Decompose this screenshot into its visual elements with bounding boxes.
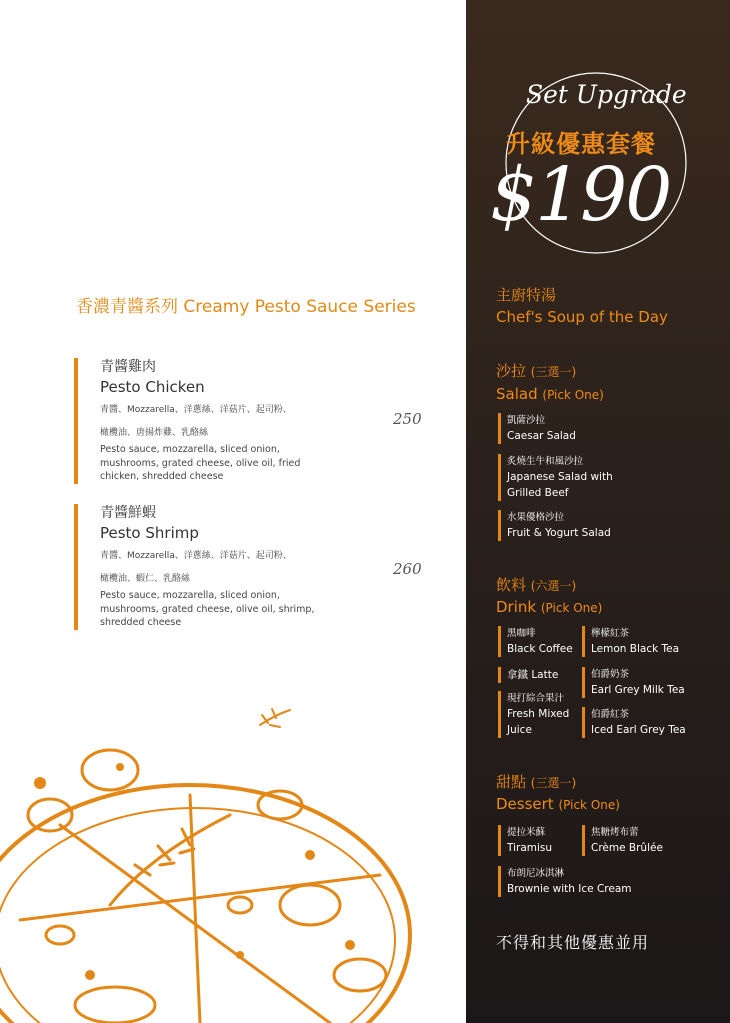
item-name-en: Pesto Shrimp	[100, 524, 199, 542]
drink-item-cn: 現打綜合果汁	[507, 693, 565, 704]
dessert-title-en-note: (Pick One)	[558, 798, 620, 812]
salad-title-en-note: (Pick One)	[542, 388, 604, 402]
drink-item-en: Earl Grey Milk Tea	[591, 684, 685, 696]
drink-item-cn: 伯爵紅茶	[591, 709, 630, 720]
item-ingredients-cn: 青醬、Mozzarella、洋蔥絲、洋菇片、起司粉、	[100, 405, 292, 415]
drink-item-cn: 檸檬紅茶	[591, 628, 630, 639]
drink-item-en: Juice	[507, 724, 532, 736]
dessert-item-en: Tiramisu	[507, 842, 553, 854]
drink-title-cn-text: 飲料	[496, 576, 527, 594]
dessert-title-en	[496, 795, 620, 813]
menu-item-pesto-chicken	[74, 358, 434, 484]
drink-item-en: Black Coffee	[507, 643, 573, 655]
upgrade-title-cn: 升級優惠套餐	[506, 130, 656, 158]
salad-title-cn	[496, 360, 576, 381]
salad-item-en: Grilled Beef	[507, 487, 569, 499]
salad-item	[498, 413, 576, 444]
drink-title-cn	[496, 574, 576, 595]
drink-item-en: Lemon Black Tea	[591, 643, 680, 655]
salad-item-en: Fruit & Yogurt Salad	[507, 527, 611, 539]
dessert-item-en: Brownie with Ice Cream	[507, 883, 632, 895]
dessert-item	[582, 825, 663, 856]
set-upgrade-panel	[466, 0, 730, 1023]
set-upgrade-heading: Set Upgrade	[526, 80, 687, 109]
dessert-item-cn: 布朗尼冰淇淋	[507, 868, 565, 879]
salad-item-cn: 炙燒生牛和風沙拉	[507, 456, 584, 467]
soup-title-en: Chef's Soup of the Day	[496, 308, 668, 326]
dessert-title-cn-note: (三選一)	[530, 776, 577, 790]
drink-title-en-note: (Pick One)	[540, 601, 603, 615]
dessert-title-cn-text: 甜點	[496, 773, 527, 791]
drink-item	[582, 626, 679, 657]
salad-title-cn-text: 沙拉	[496, 362, 527, 380]
drink-title-en	[496, 598, 602, 616]
salad-item-en: Caesar Salad	[507, 430, 576, 442]
dessert-title-cn	[496, 771, 576, 792]
item-name-cn: 青醬雞肉	[100, 359, 156, 375]
item-ingredients-cn: 青醬、Mozzarella、洋蔥絲、洋菇片、起司粉、	[100, 551, 292, 561]
salad-item	[498, 510, 611, 541]
dessert-item	[498, 825, 552, 856]
soup-title-cn: 主廚特湯	[496, 286, 557, 304]
pizza-illustration	[0, 705, 466, 1023]
item-price: 260	[393, 560, 422, 578]
item-price: 250	[393, 410, 422, 428]
drink-item-cn: 黑咖啡	[507, 628, 536, 639]
drink-item	[498, 667, 558, 683]
item-description-en: Pesto sauce, mozzarella, sliced onion, mushrooms, grated cheese, olive oil, shrimp, shredded cheese	[100, 590, 315, 628]
salad-item-en: Japanese Salad with	[507, 471, 613, 483]
salad-title-en	[496, 385, 604, 403]
drink-item-cn: 拿鐵 Latte	[507, 669, 559, 681]
item-name-cn: 青醬鮮蝦	[100, 505, 156, 521]
salad-title-cn-note: (三選一)	[530, 365, 577, 379]
salad-item	[498, 454, 613, 501]
dessert-item	[498, 866, 632, 897]
dessert-title-en-text: Dessert	[496, 795, 554, 813]
dessert-item-cn: 提拉米蘇	[507, 827, 546, 838]
drink-item	[582, 667, 685, 698]
item-ingredients-cn: 橄欖油、蝦仁、乳酪絲	[100, 574, 191, 584]
item-ingredients-cn: 橄欖油、唐揚炸雞、乳酪絲	[100, 428, 209, 438]
item-name-en: Pesto Chicken	[100, 378, 205, 396]
drink-item	[498, 691, 569, 738]
dessert-item-en: Crème Brûlée	[591, 842, 663, 854]
salad-item-cn: 水果優格沙拉	[507, 512, 565, 523]
drink-title-cn-note: (六選一)	[530, 579, 577, 593]
salad-title-en-text: Salad	[496, 385, 538, 403]
menu-item-pesto-shrimp	[74, 504, 434, 630]
promo-note: 不得和其他優惠並用	[496, 933, 650, 952]
set-price: $190	[490, 152, 671, 238]
salad-item-cn: 凱薩沙拉	[507, 415, 546, 426]
dessert-item-cn: 焦糖烤布蕾	[591, 827, 639, 838]
drink-item-en: Fresh Mixed	[507, 708, 570, 720]
drink-item-en: Iced Earl Grey Tea	[591, 724, 686, 736]
series-title: 香濃青醬系列 Creamy Pesto Sauce Series	[76, 297, 416, 317]
item-description-en: Pesto sauce, mozzarella, sliced onion, mushrooms, grated cheese, olive oil, fried chicken, shredded cheese	[100, 444, 301, 482]
drink-item	[498, 626, 573, 657]
drink-item	[582, 707, 686, 738]
drink-item-cn: 伯爵奶茶	[591, 669, 630, 680]
drink-title-en-text: Drink	[496, 598, 537, 616]
